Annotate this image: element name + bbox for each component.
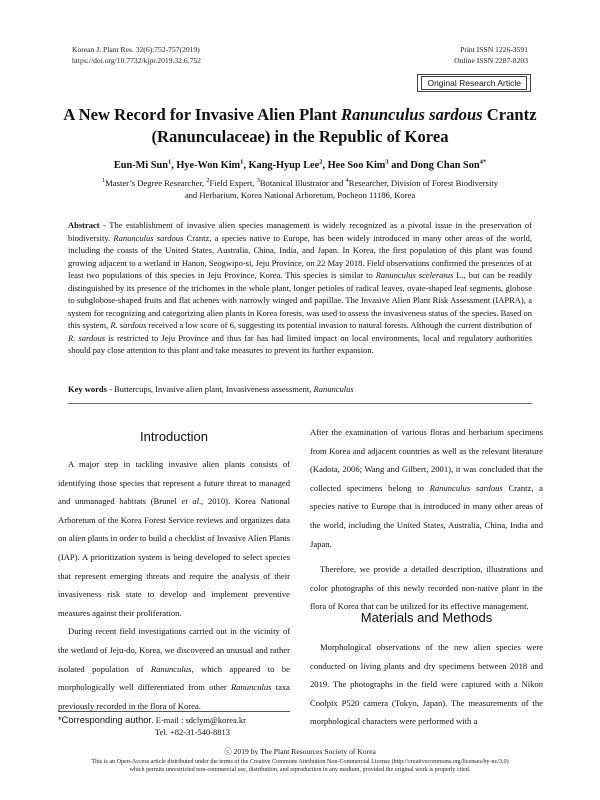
- title-line2: (Ranunculaceae) in the Republic of Korea: [151, 127, 449, 146]
- author: Hee Soo Kim$^3$: [327, 158, 389, 171]
- keywords-label: Key words: [68, 384, 107, 394]
- section-divider: [68, 403, 532, 404]
- abstract-label: Abstract: [68, 220, 100, 230]
- author: Kang-Hyup Lee$^2$: [248, 158, 323, 171]
- license-text: [40, 758, 560, 774]
- print-issn: Print ISSN 1226-3591: [460, 45, 528, 54]
- paragraph: During recent field investigations carried out in the vicinity of the wetland of Jeju-do, Korea, we discovered an unusual and rather isolated population of Ranunculus, which appeared to be morphologically well differentiated from other Ranunculus taxa previously recorded in the flora of Korea.: [58, 626, 290, 711]
- paragraph: Therefore, we provide a detailed description, illustrations and color photographs of this newly recorded non-native plant in the flora of Korea that can be utilized for its effective management.: [310, 564, 543, 612]
- introduction-heading: Introduction: [140, 429, 208, 444]
- title-species: Ranunculus sardous: [341, 105, 483, 124]
- article-type-badge: [417, 74, 531, 92]
- keywords: Key words - Buttercups, Invasive alien plant, Invasiveness assessment, Ranunculus: [68, 384, 354, 394]
- abstract: Abstract - The establishment of invasive alien species management is widely recognized as a pivotal issue in the preservation of biodiversity. Ranunculus sardous Crantz, a species native to Europe, has been widely introduced in many other areas of the world, including the coasts of the United States, Australia, China, India, and Japan. In Korea, the first population of this plant was found growing adjacent to a wetland in Hanon, Seogwipo-si, Jeju Province, on 22 May 2018. Field observations confirmed the presences of at least two populations of this species in Jeju Province, Korea. This species is similar to Ranunculus sceleratus L., but can be readily distinguished by its presence of the trichomes in the whole plant, longer petioles of radical leaves, ovate-shaped leaf segments, globose to subglobose-shaped fruits and flat achenes with narrowly winged and papillae. The Invasive Alien Plant Risk Assessment (IAPRA), a system for recognizing and categorizing alien plants in Korea forests, was used to assess the invasiveness status of the species. Based on this system, R. sardous received a low score of 6, suggesting its potential invasion to natural forests. Although the current distribution of R. sardous is restricted to Jeju Province and thus far has had limited impact on local environments, local and regulatory authorities should pay close attention to this plant and take measures to prevent its further expansion.: [68, 220, 532, 356]
- footnote-divider: [58, 711, 290, 712]
- online-issn: Online ISSN 2287-8203: [454, 56, 528, 65]
- telephone: Tel. +82-31-540-8813: [155, 727, 231, 737]
- paragraph: After the examination of various floras and herbarium specimens from Korea and adjacent countries as well as the relevant literature (Kadota, 2006; Wang and Gilbert, 2001), it was concluded that the collected specimens belong to Ranunculus sardous Crantz, a species native to Europe that is introduced in many other areas of the world, including the United States, Australia, China, India and Japan.: [310, 427, 543, 549]
- left-column: [58, 455, 290, 715]
- journal-citation: Korean J. Plant Res. 32(6):752-757(2019): [72, 45, 200, 54]
- doi-link[interactable]: https://doi.org/10.7732/kjpr.2019.32.6.752: [72, 56, 201, 65]
- paragraph: A major step in tackling invasive alien plants consists of identifying those species that represent a future threat to managed and unmanaged habitats (Brunel et al., 2010). Korea National Arboretum of the Korea Forest Service reviews and organizes data on alien plants in order to build a checklist of Invasive Alien Plants (IAP). A prioritization system is being developed to select species that represent emerging threats and require the analysis of their invasiveness risk state to develop and implement preventive measures against their proliferation.: [58, 459, 290, 618]
- email[interactable]: E-mail : sdclym@korea.kr: [153, 715, 246, 725]
- license-line: which permits unrestricted non-commercial use, distribution, and reproduction in any medium, provided the original work is properly cited.: [129, 767, 471, 773]
- issn-header: [454, 44, 528, 66]
- right-column: [310, 423, 543, 616]
- corresponding-author: [58, 714, 290, 738]
- paper-title: [60, 104, 540, 148]
- paragraph: Morphological observations of the new alien species were conducted on living plants and dry specimens between 2018 and 2019. The photographs in the field were captured with a Nikon Coolpix P520 camera (Tokyo, Japan). The measurements of the morphological characters were performed with a: [310, 642, 543, 727]
- author: Eun-Mi Sun$^1$: [113, 158, 172, 171]
- corresponding-label: *Corresponding author.: [58, 715, 154, 725]
- author: Hye-Won Kim$^1$: [176, 158, 244, 171]
- materials-methods-heading: Materials and Methods: [360, 610, 493, 625]
- author-list: Eun-Mi Sun$^1$, Hye-Won Kim$^1$, Kang-Hyup Lee$^2$, Hee Soo Kim$^3$ and Dong Chan Son$^{4*}$: [113, 158, 487, 171]
- affiliation: $^1$Master’s Degree Researcher, $^2$Field Expert, $^3$Botanical Illustrator and $^4$Researcher, Division of Forest Biodiversity and Herbarium, Korea National Arboretum, Pocheon 11186, Korea: [101, 177, 499, 200]
- affiliation-line2: and Herbarium, Korea National Arboretum, Pocheon 11186, Korea: [184, 190, 416, 200]
- author: Dong Chan Son$^{4*}$: [410, 158, 487, 171]
- article-type-label: Original Research Article: [421, 76, 527, 90]
- materials-methods-text: [310, 638, 543, 731]
- journal-header: [72, 44, 201, 66]
- title-part: A New Record for Invasive Alien Plant: [63, 105, 342, 124]
- title-part: Crantz: [482, 105, 537, 124]
- copyright: ⓒ 2019 by The Plant Resources Society of Korea: [224, 747, 376, 756]
- license-line: This is an Open-Access article distributed under the terms of the Creative Commons Attribution Non-Commercial License (http://creativecommons.org/licenses/by-nc/3.0): [91, 759, 509, 765]
